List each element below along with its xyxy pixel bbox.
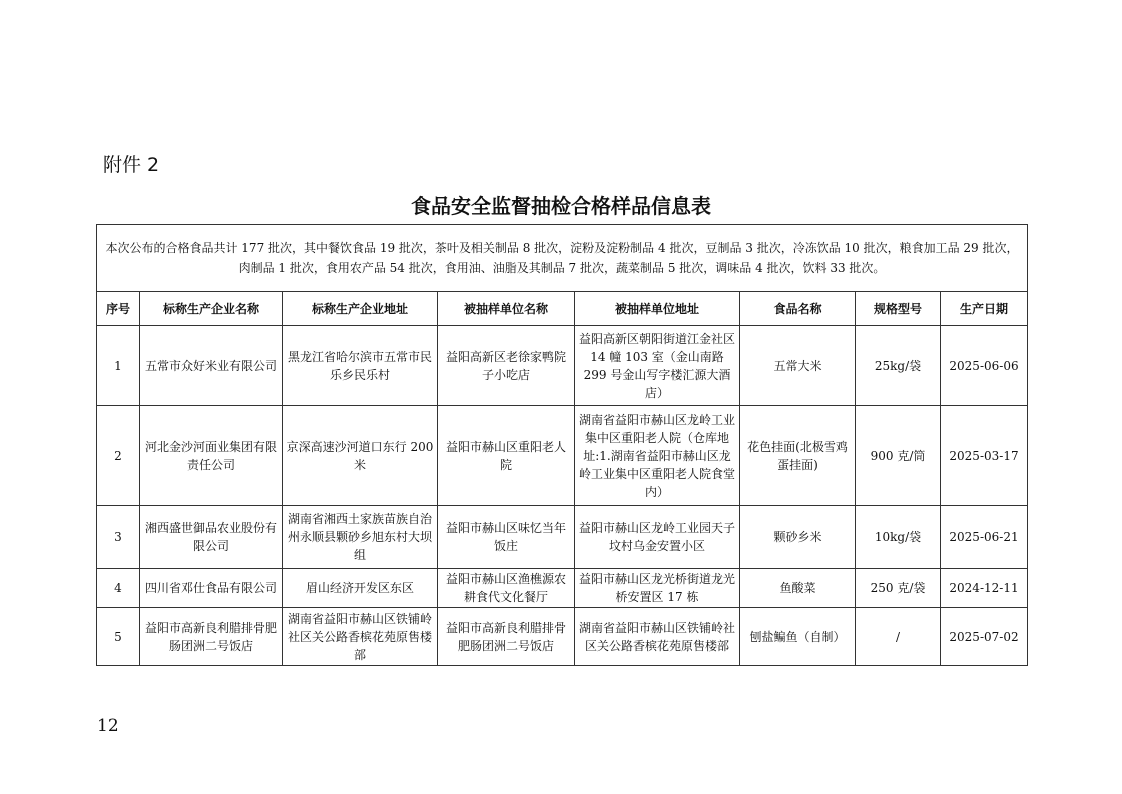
header-sampled-unit-address: 被抽样单位地址 <box>575 292 740 326</box>
summary-row <box>97 225 1028 292</box>
cell-spec: / <box>856 608 941 666</box>
cell-food-name: 五常大米 <box>740 326 856 406</box>
table-row <box>97 326 1028 406</box>
cell-spec: 900 克/筒 <box>856 406 941 506</box>
header-row <box>97 292 1028 326</box>
cell-production-date: 2025-06-21 <box>941 506 1028 569</box>
header-producer-address: 标称生产企业地址 <box>283 292 438 326</box>
cell-sampled-unit-address: 益阳市赫山区龙光桥街道龙光桥安置区 17 栋 <box>575 569 740 608</box>
cell-food-name: 鱼酸菜 <box>740 569 856 608</box>
page-number: 12 <box>97 716 119 736</box>
cell-production-date: 2024-12-11 <box>941 569 1028 608</box>
cell-sampled-unit-name: 益阳市高新良利腊排骨肥肠团洲二号饭店 <box>438 608 575 666</box>
sample-info-table <box>96 224 1028 666</box>
cell-sampled-unit-name: 益阳市赫山区重阳老人院 <box>438 406 575 506</box>
cell-producer-name: 四川省邓仕食品有限公司 <box>140 569 283 608</box>
cell-production-date: 2025-07-02 <box>941 608 1028 666</box>
cell-production-date: 2025-03-17 <box>941 406 1028 506</box>
cell-sampled-unit-address: 益阳高新区朝阳街道江金社区 14 幢 103 室（金山南路 299 号金山写字楼汇源大酒店） <box>575 326 740 406</box>
header-spec: 规格型号 <box>856 292 941 326</box>
cell-spec: 250 克/袋 <box>856 569 941 608</box>
cell-index: 5 <box>97 608 140 666</box>
table-row <box>97 569 1028 608</box>
cell-sampled-unit-address: 益阳市赫山区龙岭工业园天子坟村乌金安置小区 <box>575 506 740 569</box>
cell-spec: 25kg/袋 <box>856 326 941 406</box>
cell-index: 3 <box>97 506 140 569</box>
header-food-name: 食品名称 <box>740 292 856 326</box>
cell-spec: 10kg/袋 <box>856 506 941 569</box>
cell-food-name: 刨盐鳊鱼（自制） <box>740 608 856 666</box>
cell-food-name: 花色挂面(北极雪鸡蛋挂面) <box>740 406 856 506</box>
cell-producer-name: 湘西盛世御品农业股份有限公司 <box>140 506 283 569</box>
document-title: 食品安全监督抽检合格样品信息表 <box>411 194 711 218</box>
cell-producer-address: 眉山经济开发区东区 <box>283 569 438 608</box>
cell-sampled-unit-name: 益阳市赫山区渔樵源农耕食代文化餐厅 <box>438 569 575 608</box>
table-row <box>97 406 1028 506</box>
cell-producer-name: 五常市众好米业有限公司 <box>140 326 283 406</box>
cell-producer-address: 湖南省湘西土家族苗族自治州永顺县颗砂乡旭东村大坝组 <box>283 506 438 569</box>
cell-sampled-unit-address: 湖南省益阳市赫山区龙岭工业集中区重阳老人院（仓库地址:1.湖南省益阳市赫山区龙岭工业集中区重阳老人院食堂内） <box>575 406 740 506</box>
header-index: 序号 <box>97 292 140 326</box>
attachment-label: 附件 2 <box>103 154 160 176</box>
cell-food-name: 颗砂乡米 <box>740 506 856 569</box>
cell-producer-name: 益阳市高新良利腊排骨肥肠团洲二号饭店 <box>140 608 283 666</box>
header-production-date: 生产日期 <box>941 292 1028 326</box>
summary-text: 本次公布的合格食品共计 177 批次，其中餐饮食品 19 批次，茶叶及相关制品 8 批次，淀粉及淀粉制品 4 批次，豆制品 3 批次，冷冻饮品 10 批次，粮食加工品 29 批次，肉制品 1 批次，食用农产品 54 批次，食用油、油脂及其制品 7 批次，蔬菜制品 5 批次，调味品 4 批次，饮料 33 批次。 <box>97 225 1028 292</box>
cell-sampled-unit-address: 湖南省益阳市赫山区铁铺岭社区关公路香槟花苑原售楼部 <box>575 608 740 666</box>
cell-producer-name: 河北金沙河面业集团有限责任公司 <box>140 406 283 506</box>
cell-index: 1 <box>97 326 140 406</box>
cell-producer-address: 京深高速沙河道口东行 200 米 <box>283 406 438 506</box>
table-row <box>97 608 1028 666</box>
cell-sampled-unit-name: 益阳高新区老徐家鸭院子小吃店 <box>438 326 575 406</box>
cell-producer-address: 黑龙江省哈尔滨市五常市民乐乡民乐村 <box>283 326 438 406</box>
cell-production-date: 2025-06-06 <box>941 326 1028 406</box>
cell-sampled-unit-name: 益阳市赫山区味忆当年饭庄 <box>438 506 575 569</box>
cell-index: 4 <box>97 569 140 608</box>
cell-producer-address: 湖南省益阳市赫山区铁铺岭社区关公路香槟花苑原售楼部 <box>283 608 438 666</box>
header-producer-name: 标称生产企业名称 <box>140 292 283 326</box>
cell-index: 2 <box>97 406 140 506</box>
header-sampled-unit-name: 被抽样单位名称 <box>438 292 575 326</box>
table-row <box>97 506 1028 569</box>
